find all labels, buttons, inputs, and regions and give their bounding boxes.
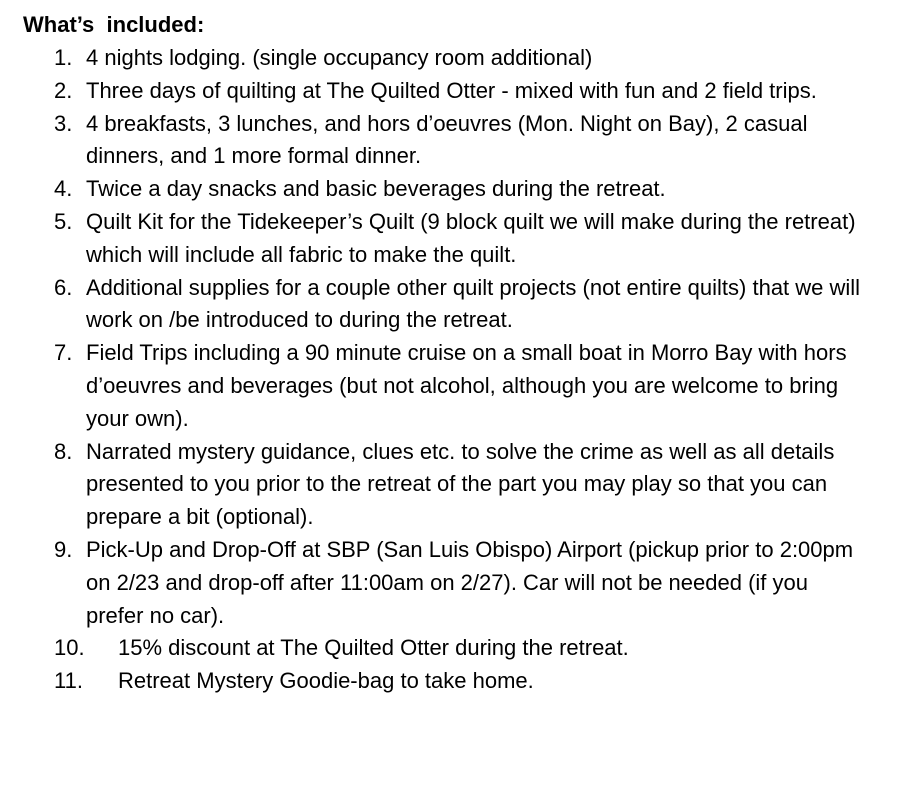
list-item [0,337,910,435]
item-text: Pick-Up and Drop-Off at SBP (San Luis Obispo) Airport (pickup prior to 2:00pm on 2/23 and drop-off after 11:00am on 2/27). Car will not be needed (if you prefer no car). [86,536,854,628]
included-items-list [0,42,910,698]
item-text: 4 breakfasts, 3 lunches, and hors d’oeuvres (Mon. Night on Bay), 2 casual dinners, and 1 more formal dinner. [86,110,808,169]
item-text: Field Trips including a 90 minute cruise on a small boat in Morro Bay with hors d’oeuvres and beverages (but not alcohol, although you are welcome to bring your own). [86,340,847,431]
item-text: Additional supplies for a couple other quilt projects (not entire quilts) that we will work on /be introduced to during the retreat. [86,274,861,333]
list-item [0,534,910,632]
list-item [0,665,910,698]
list-item [0,108,910,174]
item-text: Narrated mystery guidance, clues etc. to solve the crime as well as all details presented to you prior to the retreat of the part you may play so that you can prepare a bit (optional). [86,438,835,530]
item-text: Retreat Mystery Goodie-bag to take home. [118,668,534,694]
item-number: 9. [54,536,73,562]
list-item [0,436,910,534]
list-item [0,42,910,75]
section-heading: What’s included: [23,12,205,37]
item-number: 5. [54,208,73,234]
item-number: 3. [54,110,73,136]
item-text: Three days of quilting at The Quilted Otter - mixed with fun and 2 field trips. [86,77,817,103]
item-text: Quilt Kit for the Tidekeeper’s Quilt (9 block quilt we will make during the retreat) which will include all fabric to make the quilt. [86,208,856,267]
list-item [0,272,910,338]
item-number: 2. [54,77,73,103]
item-number: 1. [54,45,73,70]
list-item [0,632,910,665]
item-text: Twice a day snacks and basic beverages during the retreat. [86,176,666,202]
item-number: 7. [54,340,73,366]
list-item [0,173,910,206]
item-number: 4. [54,176,73,202]
list-item [0,75,910,108]
item-number: 8. [54,438,73,464]
item-number: 11. [54,668,83,694]
item-text: 4 nights lodging. (single occupancy room additional) [86,45,593,70]
item-number: 10. [54,635,85,661]
item-text: 15% discount at The Quilted Otter during the retreat. [118,635,629,661]
list-item [0,206,910,272]
item-number: 6. [54,274,73,300]
